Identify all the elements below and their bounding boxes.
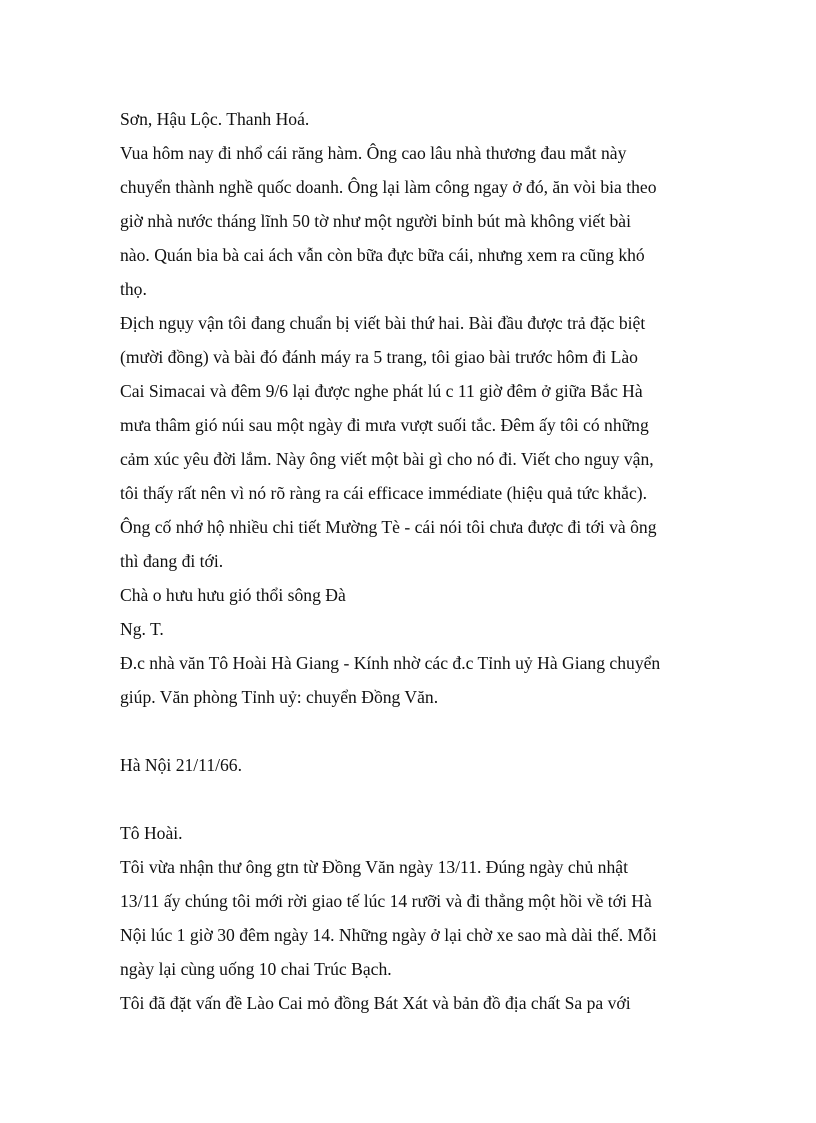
text-line: Nội lúc 1 giờ 30 đêm ngày 14. Những ngày ở lại chờ xe sao mà dài thế. Mỗi [120,925,657,945]
text-line: mưa thâm gió núi sau một ngày đi mưa vượt suối tắc. Đêm ấy tôi có những [120,415,649,435]
paragraph [120,612,710,646]
paragraph [120,986,710,1020]
text-line: Cai Simacai và đêm 9/6 lại được nghe phát lú c 11 giờ đêm ở giữa Bắc Hà [120,381,643,401]
blank-line [120,782,710,816]
text-line: nào. Quán bia bà cai ách vẫn còn bữa đực bữa cái, nhưng xem ra cũng khó [120,245,645,265]
text-line: Địch ngụy vận tôi đang chuẩn bị viết bài thứ hai. Bài đầu được trả đặc biệt [120,313,646,333]
text-line: Ng. T. [120,619,164,639]
text-line: Chà o hưu hưu gió thổi sông Đà [120,585,346,605]
paragraph [120,850,710,986]
text-line: 13/11 ấy chúng tôi mới rời giao tế lúc 14 rưỡi và đi thẳng một hồi về tới Hà [120,891,652,911]
text-line: ngày lại cùng uống 10 chai Trúc Bạch. [120,959,392,979]
text-line: Hà Nội 21/11/66. [120,755,243,775]
paragraph [120,306,710,578]
text-line: Vua hôm nay đi nhổ cái răng hàm. Ông cao lâu nhà thương đau mắt này [120,143,627,163]
text-line: Tôi đã đặt vấn đề Lào Cai mỏ đồng Bát Xát và bản đồ địa chất Sa pa với [120,993,631,1013]
text-line: giờ nhà nước tháng lĩnh 50 tờ như một người bỉnh bút mà không viết bài [120,211,631,231]
spacer [120,782,710,816]
text-line: Đ.c nhà văn Tô Hoài Hà Giang - Kính nhờ các đ.c Tỉnh uỷ Hà Giang chuyển [120,653,661,673]
text-line: giúp. Văn phòng Tỉnh uỷ: chuyển Đồng Văn. [120,687,439,707]
text-line: thì đang đi tới. [120,551,224,571]
text-line: Sơn, Hậu Lộc. Thanh Hoá. [120,109,310,129]
paragraph [120,646,710,714]
paragraph [120,748,710,782]
text-line: Tô Hoài. [120,823,183,843]
paragraph [120,102,710,136]
blank-line [120,714,710,748]
paragraph [120,136,710,306]
text-line: chuyển thành nghề quốc doanh. Ông lại làm công ngay ở đó, ăn vòi bia theo [120,177,657,197]
text-line: tôi thấy rất nên vì nó rõ ràng ra cái efficace immédiate (hiệu quả tức khắc). [120,483,648,503]
paragraph [120,816,710,850]
text-line: thọ. [120,279,147,299]
text-line: Ông cố nhớ hộ nhiều chi tiết Mường Tè - cái nói tôi chưa được đi tới và ông [120,517,657,537]
spacer [120,714,710,748]
paragraph [120,578,710,612]
text-line: Tôi vừa nhận thư ông gtn từ Đồng Văn ngày 13/11. Đúng ngày chủ nhật [120,857,628,877]
text-line: (mười đồng) và bài đó đánh máy ra 5 trang, tôi giao bài trước hôm đi Lào [120,347,638,367]
text-line: cảm xúc yêu đời lắm. Này ông viết một bài gì cho nó đi. Viết cho nguy vận, [120,449,654,469]
letter-body [120,102,710,1020]
